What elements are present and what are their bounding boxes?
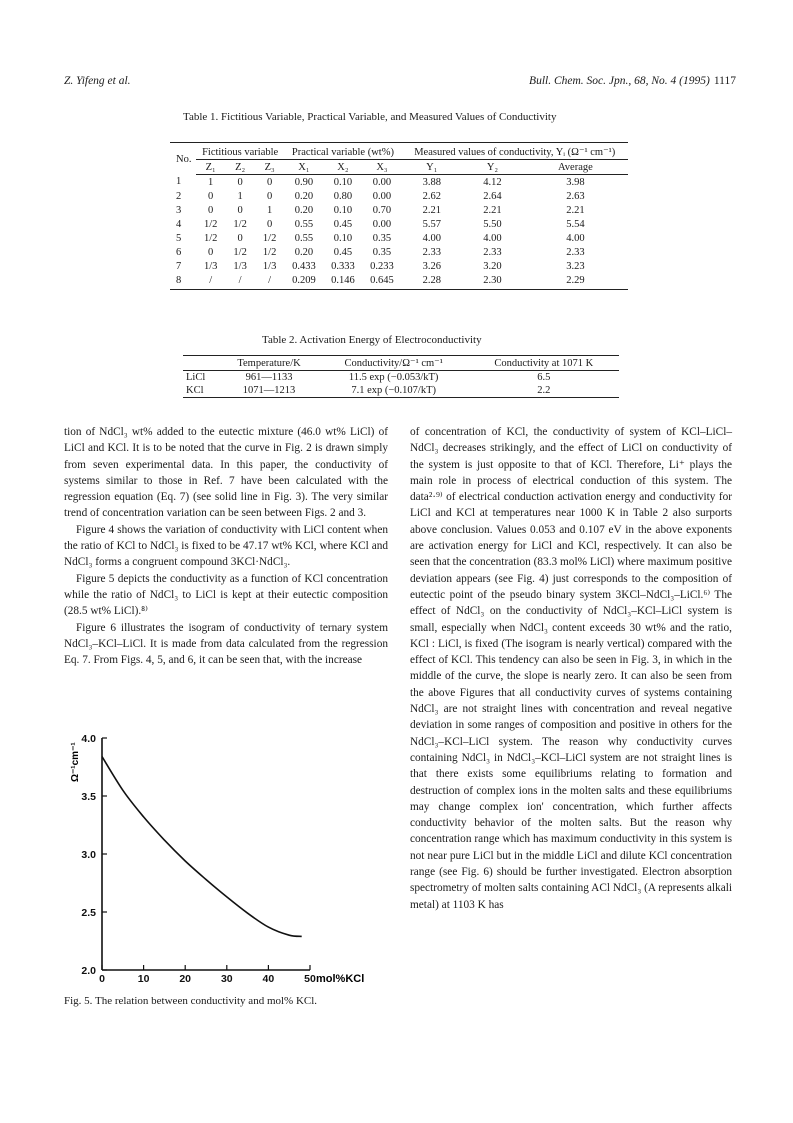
table2-cell: KCl (183, 384, 219, 398)
table1-cell: / (225, 273, 254, 290)
table1-cell: 2 (176, 190, 182, 202)
table1-cell: 0.80 (333, 190, 353, 202)
figure-caption: Fig. 5. The relation between conductivity and mol% KCl. (64, 995, 318, 1007)
table1-sub-z1: Z₁ (196, 160, 225, 175)
table1-cell: 0.209 (284, 273, 323, 290)
table1-cell: / (196, 273, 225, 290)
x-tick-label: 50 (304, 973, 316, 985)
table1-cell: 0.645 (362, 273, 401, 290)
y-tick-label: 2.5 (81, 907, 96, 919)
chart-ticks (81, 733, 316, 985)
table1-cell: 0.55 (294, 218, 314, 230)
x-tick-label: 0 (99, 973, 105, 985)
table1-cell: 0.10 (333, 232, 353, 244)
table2-cell: LiCl (186, 372, 206, 383)
table1-cell: 0 (237, 232, 243, 244)
table2-cell: 2.2 (469, 384, 619, 398)
table1-cell: 3 (176, 204, 182, 216)
paragraph: Figure 6 illustrates the isogram of conductivity of ternary system NdCl₃–KCl–LiCl. It is made from data calculated from the regression Eq. 7. From Figs. 4, 5, and 6, it can be seen that, with the increase (64, 621, 388, 667)
chart-axes (102, 738, 310, 970)
table1-cell: 2.64 (483, 190, 502, 202)
table1-sub-x2: X₂ (323, 160, 362, 175)
table1-cell: 0.45 (333, 218, 353, 230)
running-header-journal (490, 75, 736, 87)
series-line (102, 757, 302, 937)
paragraph: Figure 5 depicts the conductivity as a function of KCl concentration while the ratio of NdCl₃ to LiCl is kept at their eutectic composition (28.5 wt% LiCl).⁸⁾ (64, 572, 388, 618)
table1-cell: 2.21 (422, 204, 441, 216)
table1-cell: 3.26 (422, 260, 441, 272)
table1-cell: 2.63 (566, 190, 585, 202)
table1-cell: 0.70 (372, 204, 392, 216)
table1-cell: 6 (176, 246, 182, 258)
table1-cell: 4.00 (483, 232, 502, 244)
table1-cell: 2.33 (566, 246, 585, 258)
x-tick-label: 40 (262, 973, 275, 985)
table1-cell: 2.30 (462, 273, 523, 290)
table-row (170, 259, 628, 273)
table1-cell: 3.23 (566, 260, 585, 272)
table1-cell: 0.20 (294, 190, 314, 202)
table1-cell: 0 (267, 176, 273, 188)
table1-body (170, 175, 628, 290)
table1-header-row (170, 143, 628, 160)
table-row (170, 189, 628, 203)
table2 (183, 355, 619, 398)
table1-cell: 1/3 (233, 260, 247, 272)
table1-sub-z2: Z₂ (225, 160, 254, 175)
table1-cell: 4.00 (566, 232, 585, 244)
journal-citation: Bull. Chem. Soc. Jpn., 68, No. 4 (1995) (529, 75, 710, 87)
x-tick-label: 30 (220, 973, 233, 985)
table1-cell: 5 (176, 232, 182, 244)
table2-col-conductivity-1071: Conductivity at 1071 K (469, 356, 619, 371)
table1-cell: 2.28 (401, 273, 462, 290)
table1-cell: 0 (208, 246, 214, 258)
table1-cell: 1 (176, 176, 182, 188)
table1-cell: 2.21 (483, 204, 502, 216)
table1-cell: 1/2 (233, 246, 247, 258)
table1-group-fictitious: Fictitious variable (196, 143, 284, 160)
table1-cell: 0.146 (323, 273, 362, 290)
table1-cell: 3.98 (566, 176, 585, 188)
table1-sub-x3: X₃ (362, 160, 401, 175)
table1-cell: 4.00 (422, 232, 441, 244)
table1-cell: 0 (267, 218, 273, 230)
table1-cell: 0.55 (294, 232, 314, 244)
y-tick-label: 3.0 (81, 849, 96, 861)
table1-cell: 1/3 (262, 260, 277, 272)
table-row (170, 245, 628, 259)
table1-cell: 1 (208, 176, 214, 188)
table1-cell: 0 (267, 190, 273, 202)
table-row (170, 175, 628, 190)
table1-cell: / (255, 273, 285, 290)
table1-cell: 1/2 (262, 232, 277, 244)
right-text-column (410, 424, 732, 913)
y-tick-label: 2.0 (81, 965, 96, 977)
table1-cell: 0.00 (372, 190, 392, 202)
page-number: 1117 (713, 75, 736, 87)
table1-sub-y2: Y₂ (462, 160, 523, 175)
table1-cell: 0 (237, 176, 243, 188)
table-row (183, 371, 619, 385)
left-text-column (64, 424, 388, 668)
table1-cell: 0.35 (372, 232, 392, 244)
table2-cell: 11.5 exp (−0.053/kT) (348, 372, 439, 383)
table1-cell: 0 (208, 190, 214, 202)
table1-cell: 0.10 (333, 176, 353, 188)
table1-cell: 0.233 (370, 260, 394, 272)
table1-cell: 0.20 (294, 204, 314, 216)
x-tick-label: 10 (137, 973, 150, 985)
table1-cell: 2.21 (566, 204, 585, 216)
table-row (170, 203, 628, 217)
table1-cell: 5.50 (483, 218, 502, 230)
table1-col-no: No. (170, 143, 196, 175)
table2-cell: 6.5 (537, 372, 551, 383)
table-row (183, 384, 619, 398)
table-row (170, 231, 628, 245)
conductivity-chart (64, 720, 394, 990)
table1-cell: 0.90 (294, 176, 314, 188)
table2-cell: 7.1 exp (−0.107/kT) (319, 384, 469, 398)
table1-cell: 0.433 (292, 260, 316, 272)
table1-subheader-row (170, 160, 628, 175)
table1-cell: 1 (267, 204, 273, 216)
table1-cell: 0.00 (372, 218, 392, 230)
table2-col-conductivity: Conductivity/Ω⁻¹ cm⁻¹ (319, 356, 469, 371)
table1-cell: 2.33 (483, 246, 502, 258)
table1-cell: 0.20 (294, 246, 314, 258)
table1-group-practical: Practical variable (wt%) (284, 143, 401, 160)
table1-cell: 1/3 (203, 260, 218, 272)
x-axis-label: mol%KCl (316, 973, 365, 985)
table1-cell: 0 (208, 204, 214, 216)
table1-cell: 5.54 (566, 218, 585, 230)
table1-sub-y1: Y₁ (401, 160, 462, 175)
paragraph: tion of NdCl₃ wt% added to the eutectic mixture (46.0 wt% LiCl) of LiCl and KCl. It is to be noted that the curve in Fig. 2 is drawn simply from seven experimental data. In this paper, the conductivity of systems similar to those in Ref. 7 have been calculated with the regression equation (Eq. 7) (see solid line in Fig. 3). The very similar trend of concentration variation can be seen between Figs. 2 and 3. (64, 426, 388, 520)
table1-cell: 2.62 (422, 190, 441, 202)
table2-col-blank (183, 356, 219, 371)
running-header-authors: Z. Yifeng et al. (64, 75, 131, 87)
table2-col-temperature: Temperature/K (219, 356, 319, 371)
table1-cell: 1/2 (203, 232, 218, 244)
table1-cell: 2.29 (523, 273, 628, 290)
table1-cell: 3.20 (483, 260, 502, 272)
table1-cell: 0.35 (372, 246, 392, 258)
table1-cell: 4.12 (483, 176, 502, 188)
table1-cell: 7 (176, 260, 182, 272)
paragraph: of concentration of KCl, the conductivity of system of KCl–LiCl–NdCl₃ decreases strikingly, and the effect of LiCl on conductivity of the system is just opposite to that of KCl. Therefore, Li⁺ plays the main role in process of electrical conduction of this system. The data²·⁹⁾ of electrical conduction activation energy and conductivity for LiCl and KCl at temperatures near 1000 K in Table 2 also surports above conclusion. Values 0.053 and 0.107 eV in the above exponents are activation energy for LiCl and KCl, respectively. It can also be seen that the concentration (83.3 mol% LiCl) where maximum positive deviation appears (see Fig. 4) just corresponds to the composition of eutectic point of the pseudo binary system 3KCl–NdCl₃–LiCl.⁶⁾ The effect of NdCl₃ on the conductivity of NdCl₃–KCl–LiCl system is small, especially when NdCl₃ content exceeds 30 wt% and the ratio, KCl : LiCl, is fixed (The isogram is nearly vertical) compared with the effect of KCl. This tendency can also be seen in Fig. 3, in which in the middle of the curve, the slope is nearly zero. It can also be seen from the above Figures that all conductivity curves of systems containing NdCl₃ are not straight lines with concentration and reveal negative deviation in some ranges of composition and positive in others for the NdCl₃–KCl–LiCl system. The reason why conductivity curves containing NdCl₃ in NdCl₃–KCl–LiCl system are not straight lines is that there exists some equilibriums relating to formation and destruction of complex ions in the molten salts and these equilibriums may change complex ion' concentration, which further affects conductivity behavior of the molten salts. But the reason why concentration range which has maximum conductivity in this system is not near pure LiCl but in the middle LiCl and dilute KCl concentration range (see Fig. 6) should be further investigated. Electron absorption spectrometry of molten salts containing ACl NdCl₃ (A represents alkali metal) at 1103 K has (410, 426, 732, 911)
table1-cell: 0 (237, 204, 243, 216)
table2-caption: Table 2. Activation Energy of Electroconductivity (262, 334, 482, 346)
table1-cell: 8 (170, 273, 196, 290)
y-tick-label: 3.5 (81, 791, 96, 803)
table-row (170, 273, 628, 290)
table1-cell: 5.57 (422, 218, 441, 230)
table1-sub-average: Average (523, 160, 628, 175)
y-axis-label: Ω⁻¹cm⁻¹ (70, 742, 81, 782)
table1-sub-x1: X₁ (284, 160, 323, 175)
table1-cell: 4 (176, 218, 182, 230)
x-tick-label: 20 (179, 973, 192, 985)
paragraph: Figure 4 shows the variation of conductivity with LiCl content when the ratio of KCl to NdCl₃ is fixed to be 47.17 wt% KCl, where KCl and NdCl₃ forms a congruent compound 3KCl·NdCl₃. (64, 523, 388, 569)
table1-cell: 3.88 (422, 176, 441, 188)
table2-header-row (183, 356, 619, 371)
table1-cell: 1/2 (233, 218, 247, 230)
table1-cell: 0.45 (333, 246, 353, 258)
table-row (170, 217, 628, 231)
table1 (170, 142, 628, 290)
table1-caption: Table 1. Fictitious Variable, Practical Variable, and Measured Values of Conductivity (183, 111, 557, 123)
table1-cell: 0.00 (372, 176, 392, 188)
table1-group-measured: Measured values of conductivity, Yᵢ (Ω⁻¹ cm⁻¹) (401, 143, 628, 160)
table1-cell: 2.33 (422, 246, 441, 258)
table2-cell: 961—1133 (245, 372, 293, 383)
table1-cell: 0.10 (333, 204, 353, 216)
y-tick-label: 4.0 (81, 733, 96, 745)
table1-cell: 0.333 (331, 260, 355, 272)
table1-cell: 1/2 (262, 246, 277, 258)
table1-sub-z3: Z₃ (255, 160, 285, 175)
table2-cell: 1071—1213 (219, 384, 319, 398)
table1-cell: 1/2 (203, 218, 218, 230)
table1-cell: 1 (237, 190, 243, 202)
